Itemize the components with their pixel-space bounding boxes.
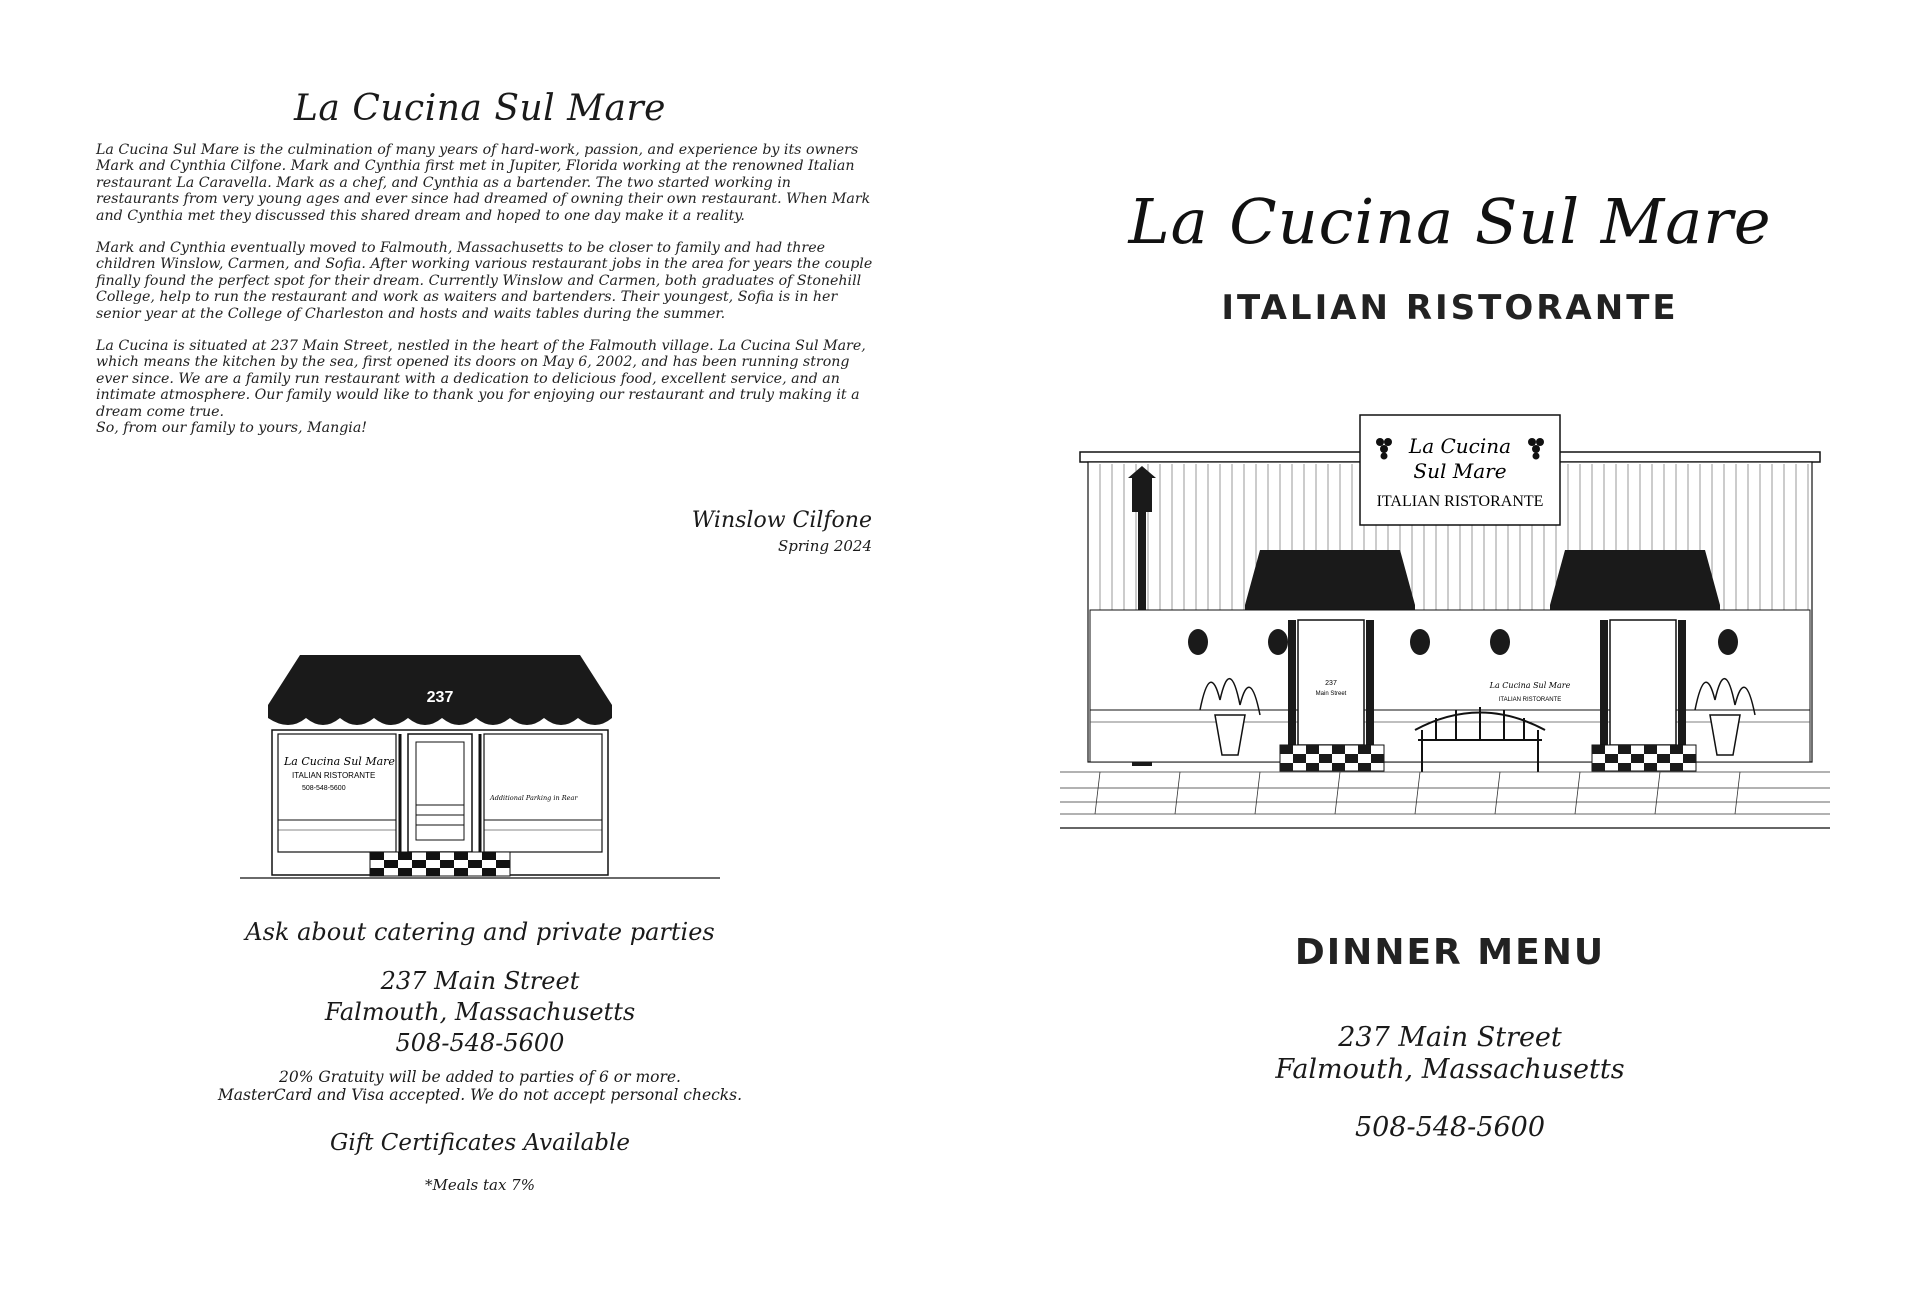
story-title: La Cucina Sul Mare	[294, 88, 666, 129]
door-street: Main Street	[1315, 691, 1347, 697]
address-street: 237 Main Street	[1338, 1022, 1562, 1053]
window-sign-name: La Cucina Sul Mare	[284, 755, 395, 768]
parking-note: Additional Parking in Rear	[490, 794, 578, 802]
gratuity-note: 20% Gratuity will be added to parties of 6 or more.	[279, 1068, 681, 1086]
cover-page	[960, 0, 1920, 1314]
story-paragraph: La Cucina Sul Mare is the culmination of many years of hard-work, passion, and experience by its owners Mark and Cynthia Cilfone. Mark and Cynthia first met in Jupiter, Florida working at the renowned Italian restaurant La Caravella. Mark as a chef, and Cynthia as a bartender. The two started working in restaurants from very young ages and ever since had dreamed of owning their own restaurant. When Mark and Cynthia met they discussed this shared dream and hoped to one day make it a reality.	[96, 142, 871, 224]
phone-number: 508-548-5600	[395, 1029, 565, 1057]
awning-number: 237	[426, 689, 454, 706]
checkered-floor	[370, 852, 510, 876]
policy-notes	[130, 1068, 830, 1104]
left-awning	[1245, 550, 1415, 605]
storefront-illustration-large	[1060, 410, 1830, 890]
address-city: Falmouth, Massachusetts	[324, 998, 636, 1026]
window-sign-subtitle: ITALIAN RISTORANTE	[292, 771, 376, 780]
cover-address	[1020, 1022, 1880, 1086]
story-text	[96, 142, 876, 437]
right-awning	[1550, 550, 1720, 605]
cover-phone: 508-548-5600	[1354, 1112, 1546, 1143]
catering-note: Ask about catering and private parties	[245, 918, 715, 946]
window-sign-phone: 508-548-5600	[302, 785, 346, 792]
gift-certificates: Gift Certificates Available	[330, 1130, 630, 1156]
window-name: La Cucina Sul Mare	[1489, 681, 1571, 690]
right-window	[484, 734, 602, 852]
sidewalk	[1060, 772, 1830, 828]
signature-date: Spring 2024	[777, 537, 872, 555]
sign-line-3: ITALIAN RISTORANTE	[1376, 493, 1544, 510]
address-street: 237 Main Street	[380, 967, 580, 995]
storefront-illustration-small	[240, 630, 730, 890]
menu-type-label: DINNER MENU	[1294, 932, 1606, 973]
story-paragraph: Mark and Cynthia eventually moved to Falmouth, Massachusetts to be closer to family and had three children Winslow, Carmen, and Sofia. After working various restaurant jobs in the area for years the couple finally found the perfect spot for their dream. Currently Winslow and Carmen, both graduates of Stonehill College, help to run the restaurant and work as waiters and bartenders. Their youngest, Sofia is in her senior year at the College of Charleston and hosts and waits tables during the summer.	[96, 240, 873, 322]
signature-name: Winslow Cilfone	[691, 508, 872, 533]
left-window	[278, 734, 396, 852]
right-door	[1610, 620, 1676, 745]
story-paragraph: La Cucina is situated at 237 Main Street, nestled in the heart of the Falmouth village. La Cucina Sul Mare, which means the kitchen by the sea, first opened its doors on May 6, 2002, and has been running strong ever since. We are a family run restaurant with a dedication to delicious food, excellent service, and an intimate atmosphere. Our family would like to thank you for enjoying our restaurant and truly making it a dream come true.	[96, 338, 866, 420]
meals-tax: *Meals tax 7%	[425, 1176, 535, 1194]
back-address	[180, 966, 780, 1059]
address-city: Falmouth, Massachusetts	[1275, 1054, 1625, 1085]
payment-note: MasterCard and Visa accepted. We do not accept personal checks.	[217, 1086, 743, 1104]
cover-title: La Cucina Sul Mare	[1128, 185, 1772, 258]
sign-line-1: La Cucina	[1408, 434, 1512, 458]
story-closing: So, from our family to yours, Mangia!	[96, 420, 367, 437]
window-subtitle: ITALIAN RISTORANTE	[1498, 697, 1562, 703]
cover-subtitle: ITALIAN RISTORANTE	[1221, 288, 1679, 328]
sign-line-2: Sul Mare	[1413, 459, 1507, 483]
door-number: 237	[1325, 680, 1337, 687]
